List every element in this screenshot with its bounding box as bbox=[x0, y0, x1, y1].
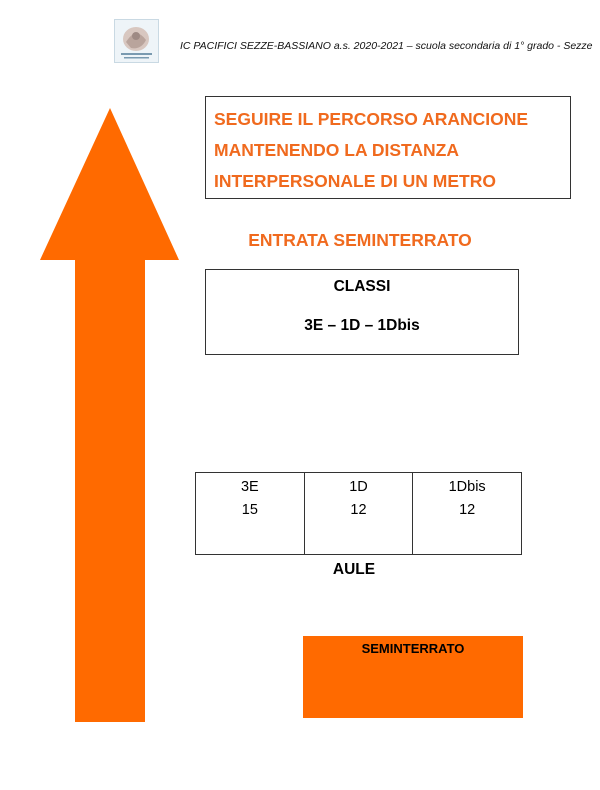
header-text: IC PACIFICI SEZZE-BASSIANO a.s. 2020-2021 – scuola secondaria di 1° grado - Sezze bbox=[180, 40, 593, 52]
room-name: 1D bbox=[349, 479, 368, 495]
classes-title: CLASSI bbox=[333, 278, 391, 295]
room-count: 12 bbox=[459, 502, 476, 518]
classes-box bbox=[205, 269, 519, 355]
table-row bbox=[196, 473, 522, 555]
basement-block bbox=[303, 636, 523, 718]
room-cell-3e bbox=[196, 473, 305, 555]
notice-box bbox=[205, 96, 571, 199]
room-cell-1d bbox=[304, 473, 413, 555]
rooms-caption: AULE bbox=[332, 561, 376, 578]
notice-line: INTERPERSONALE DI UN METRO bbox=[214, 171, 496, 191]
notice-line: MANTENENDO LA DISTANZA bbox=[214, 140, 459, 160]
room-count: 12 bbox=[350, 502, 367, 518]
notice-line: SEGUIRE IL PERCORSO ARANCIONE bbox=[214, 109, 529, 129]
room-count: 15 bbox=[241, 502, 258, 518]
up-arrow-icon bbox=[40, 108, 180, 727]
room-name: 3E bbox=[240, 479, 259, 495]
rooms-table bbox=[195, 472, 522, 555]
basement-label: SEMINTERRATO bbox=[361, 641, 465, 656]
entry-title: ENTRATA SEMINTERRATO bbox=[248, 230, 472, 250]
room-cell-1dbis bbox=[413, 473, 522, 555]
school-logo-icon bbox=[114, 19, 159, 63]
classes-list: 3E – 1D – 1Dbis bbox=[304, 317, 420, 334]
room-name: 1Dbis bbox=[448, 479, 486, 495]
